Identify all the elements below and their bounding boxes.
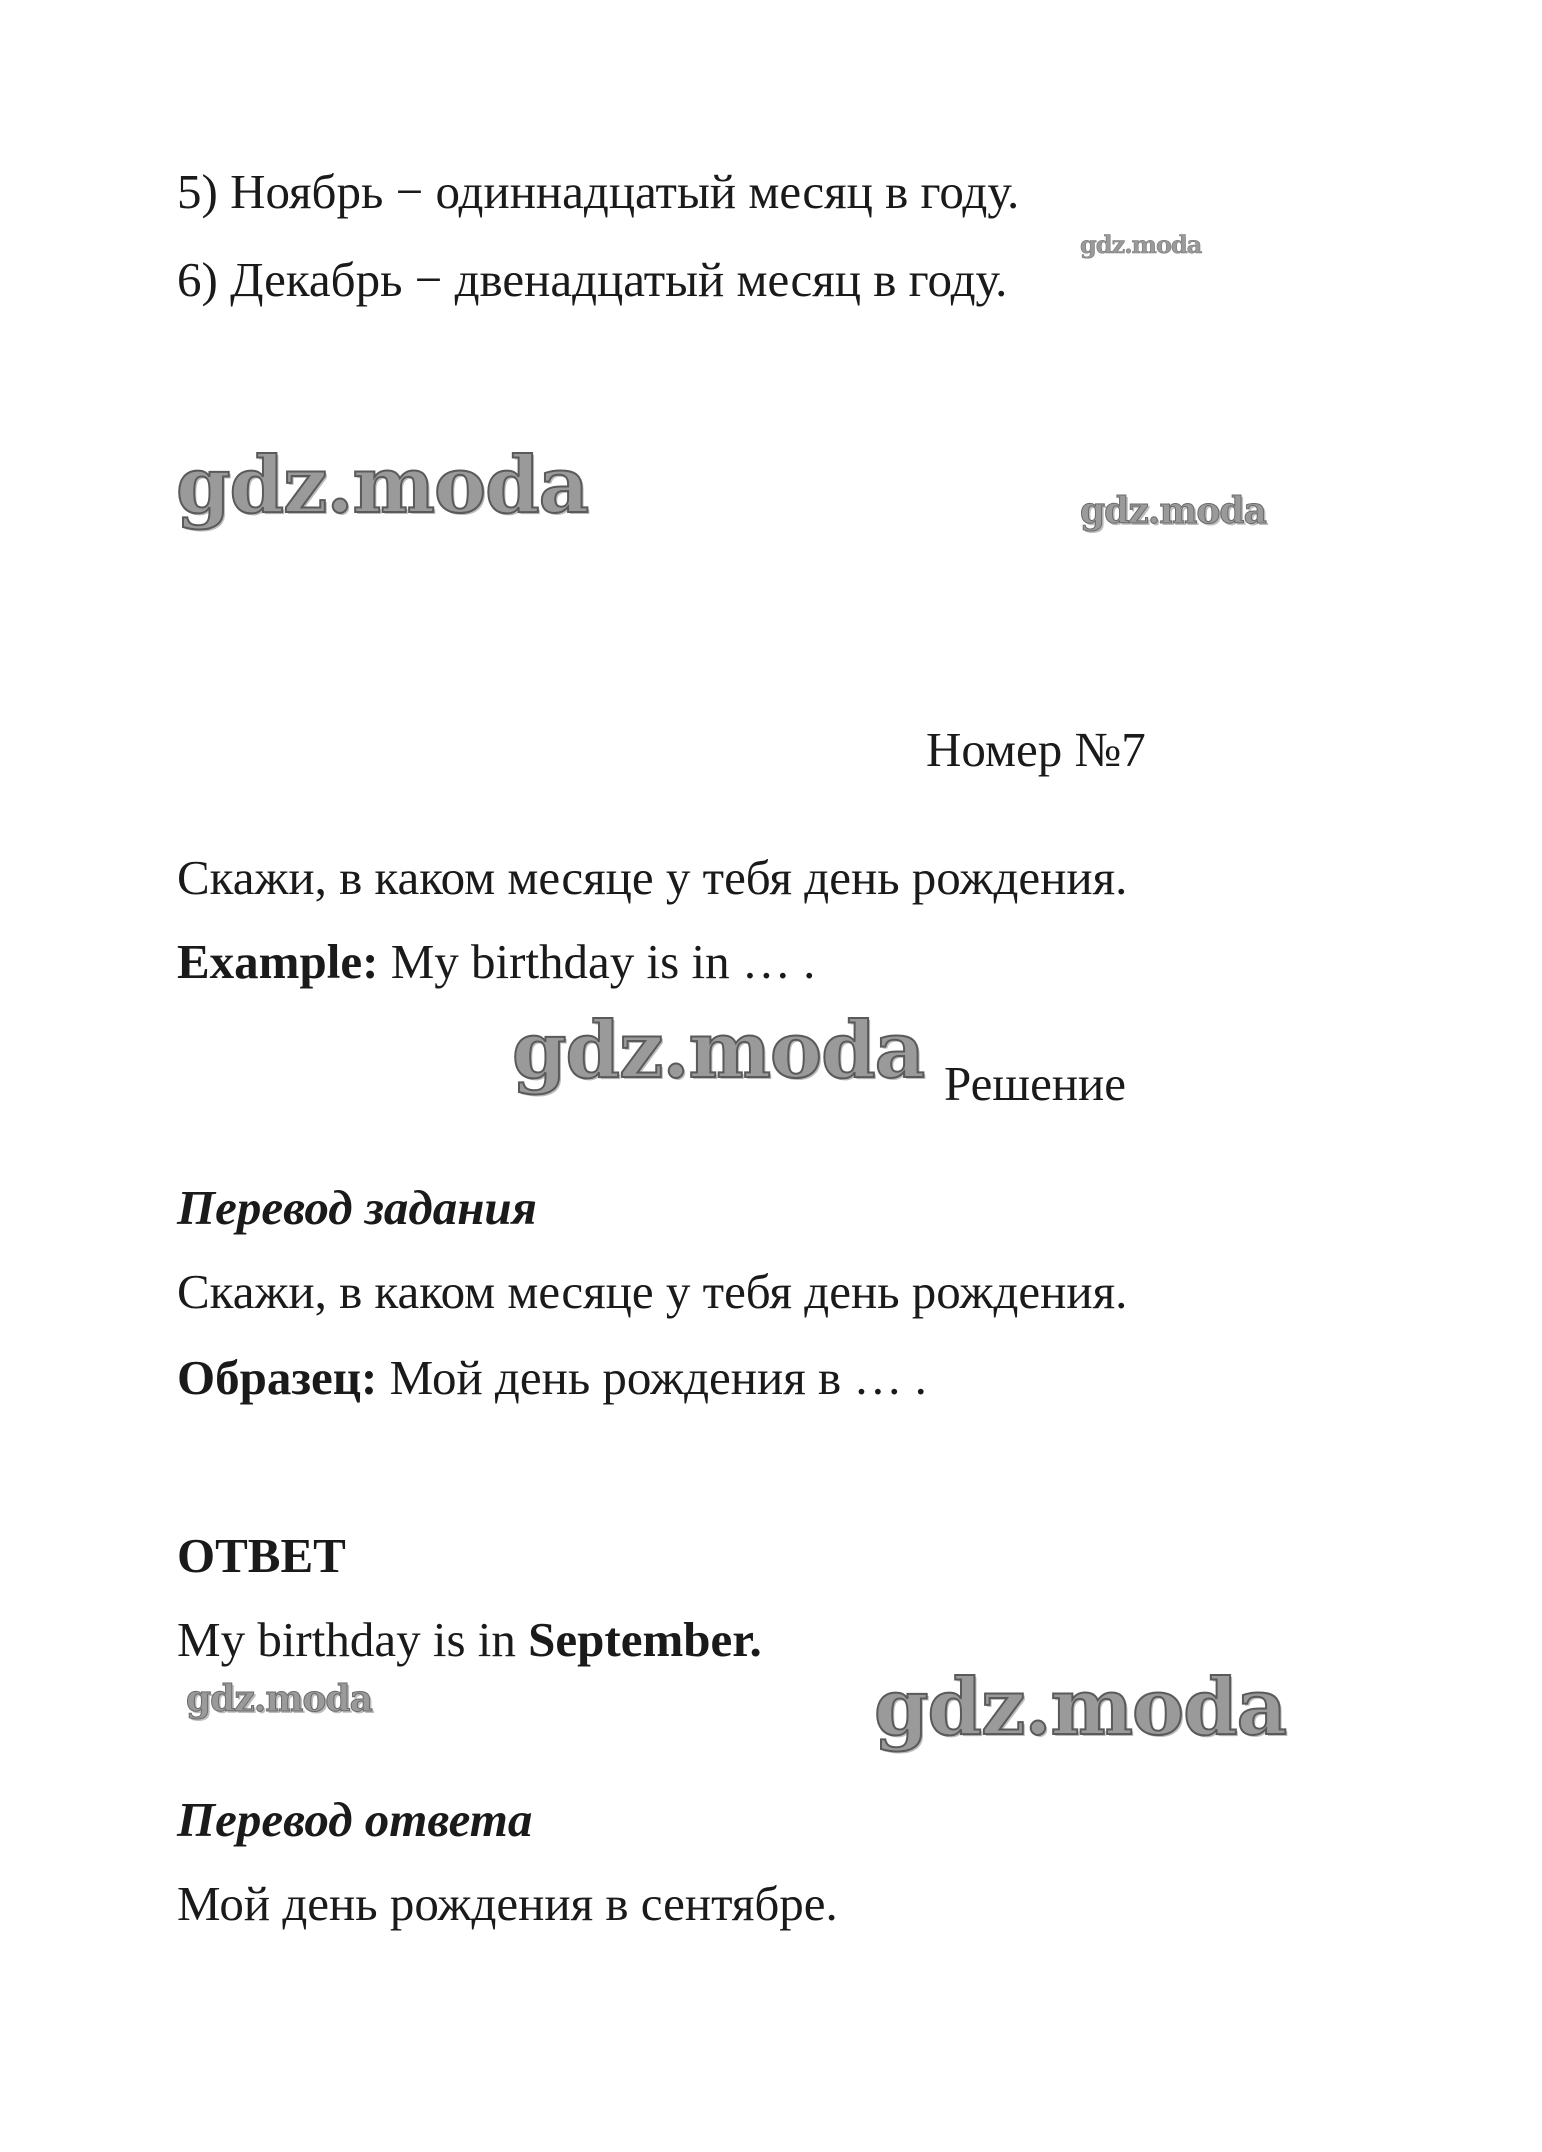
sample-text: Мой день рождения в … . — [377, 1350, 927, 1405]
answer-heading: ОТВЕТ — [177, 1528, 346, 1583]
translation-heading: Перевод задания — [177, 1180, 537, 1235]
translation-text: Скажи, в каком месяце у тебя день рождения. — [177, 1264, 1128, 1319]
answer-line — [177, 1610, 762, 1670]
watermark-small-top: gdz.moda — [1080, 230, 1202, 259]
task-text: Скажи, в каком месяце у тебя день рождения. — [177, 850, 1128, 905]
watermark-medium-1: gdz.moda — [1080, 490, 1266, 532]
list-item-december: 6) Декабрь − двенадцатый месяц в году. — [177, 252, 1008, 307]
sample-label: Образец: — [177, 1350, 378, 1405]
watermark-large-2: gdz.moda — [512, 1005, 925, 1096]
answer-translation-text: Мой день рождения в сентябре. — [177, 1876, 838, 1931]
example-line — [177, 932, 815, 992]
answer-translation-heading: Перевод ответа — [177, 1792, 533, 1847]
answer-bold: September. — [528, 1612, 762, 1667]
solution-label: Решение — [944, 1056, 1127, 1111]
example-text: My birthday is in … . — [378, 934, 816, 989]
watermark-large-1: gdz.moda — [176, 440, 589, 531]
answer-text: My birthday is in — [177, 1612, 529, 1667]
task-number: Номер №7 — [926, 722, 1146, 777]
sample-line — [177, 1348, 927, 1408]
watermark-large-3: gdz.moda — [874, 1662, 1287, 1753]
list-item-november: 5) Ноябрь − одиннадцатый месяц в году. — [177, 164, 1020, 219]
example-label: Example: — [177, 934, 379, 989]
watermark-medium-2: gdz.moda — [186, 1678, 372, 1720]
